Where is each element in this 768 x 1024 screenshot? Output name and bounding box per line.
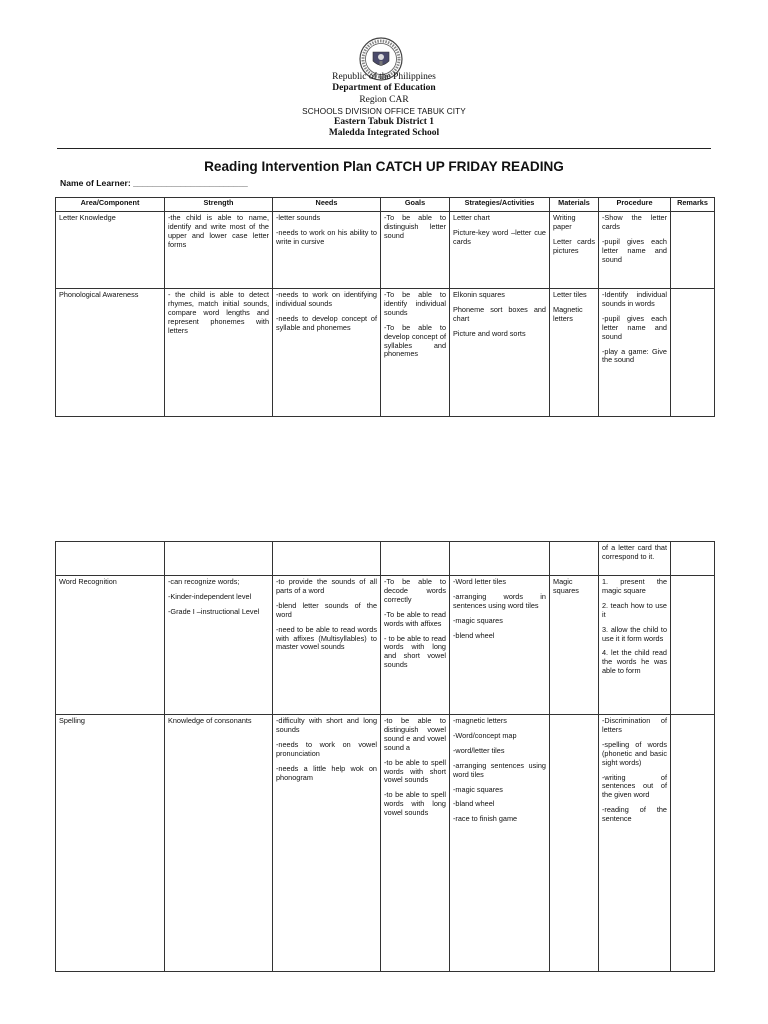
strategies-entry: -magnetic letters — [453, 716, 507, 725]
area-text: Spelling — [59, 716, 85, 725]
cell-strategies — [450, 542, 550, 576]
page-title: Reading Intervention Plan CATCH UP FRIDAY READING — [204, 159, 564, 174]
needs-entry: -needs to develop concept of syllable and phonemes — [276, 313, 377, 332]
cell-procedure — [599, 715, 671, 972]
table-row — [56, 212, 715, 289]
goals-entry: -To be able to distinguish letter sound — [384, 213, 446, 240]
col-header-strength: Strength — [165, 198, 273, 212]
materials-entry: Magic squares — [553, 577, 579, 595]
procedure-entry: -play a game: Give the sound — [602, 346, 667, 365]
needs-entry: -needs to work on identifying individual sounds — [276, 290, 377, 308]
cell-strategies — [450, 576, 550, 715]
procedure-entry: 3. allow the child to use it it form words — [602, 624, 667, 643]
procedure-entry: -writing of sentences out of the given word — [602, 772, 667, 800]
cell-needs — [273, 715, 381, 972]
procedure-entry: 4. let the child read the words he was able to form — [602, 648, 667, 676]
col-header-materials: Materials — [550, 198, 599, 212]
needs-entry: -need to be able to read words with affixes (Multisyllables) to master vowel sounds — [276, 624, 377, 652]
intervention-table-page-1 — [55, 197, 715, 417]
strategies-entry: -arranging words in sentences using word tiles — [453, 591, 546, 610]
materials-entry: Letter tiles — [553, 290, 587, 299]
table-row — [56, 715, 715, 972]
cell-procedure — [599, 289, 671, 417]
col-header-strategies: Strategies/Activities — [450, 198, 550, 212]
cell-strength — [165, 576, 273, 715]
cell-strength — [165, 715, 273, 972]
cell-strength — [165, 212, 273, 289]
procedure-entry: -reading of the sentence — [602, 805, 667, 824]
cell-strategies — [450, 212, 550, 289]
goals-entry: -To be able to decode words correctly — [384, 577, 446, 604]
table-row — [56, 542, 715, 576]
procedure-entry: -Identify individual sounds in words — [602, 290, 667, 308]
header-divider — [57, 148, 711, 149]
strategies-entry: -Word/concept map — [453, 730, 517, 740]
strategies-entry: Elkonin squares — [453, 290, 505, 299]
procedure-entry: 2. teach how to use it — [602, 600, 667, 619]
cell-strategies — [450, 715, 550, 972]
needs-entry: -blend letter sounds of the word — [276, 600, 377, 619]
cell-needs — [273, 542, 381, 576]
materials-entry: Letter cards pictures — [553, 236, 595, 255]
needs-entry: -needs to work on vowel pronunciation — [276, 739, 377, 758]
strength-entry: -can recognize words; — [168, 577, 240, 586]
cell-goals — [381, 212, 450, 289]
cell-area — [56, 289, 165, 417]
procedure-entry: -Show the letter cards — [602, 213, 667, 231]
cell-area — [56, 576, 165, 715]
needs-entry: -to provide the sounds of all parts of a word — [276, 577, 377, 595]
procedure-entry: 1. present the magic square — [602, 577, 667, 595]
procedure-entry: -spelling of words (phonetic and basic sight words) — [602, 739, 667, 767]
strategies-entry: -blend wheel — [453, 630, 495, 640]
header-department: Department of Education — [332, 83, 436, 94]
goals-entry: -To be able to develop concept of syllables and phonemes — [384, 322, 446, 359]
header-district: Eastern Tabuk District 1 — [333, 117, 435, 128]
cell-goals — [381, 576, 450, 715]
cell-area — [56, 542, 165, 576]
col-header-remarks: Remarks — [671, 198, 715, 212]
cell-materials — [550, 715, 599, 972]
header-school: Maledda Integrated School — [328, 128, 440, 139]
cell-strategies — [450, 289, 550, 417]
strength-entry: - the child is able to detect rhymes, match initial sounds, compare word lengths and represent phonemes with letters — [168, 290, 269, 335]
strategies-entry: -Word letter tiles — [453, 577, 506, 586]
col-header-goals: Goals — [381, 198, 450, 212]
goals-entry: -To be able to identify individual sounds — [384, 290, 446, 317]
cell-materials — [550, 542, 599, 576]
cell-remarks — [671, 715, 715, 972]
col-header-area: Area/Component — [56, 198, 165, 212]
cell-remarks — [671, 212, 715, 289]
strategies-entry: Picture-key word –letter cue cards — [453, 227, 546, 246]
area-text: Phonological Awareness — [59, 290, 139, 299]
strategies-entry: -bland wheel — [453, 799, 495, 809]
cell-strength — [165, 542, 273, 576]
cell-remarks — [671, 542, 715, 576]
cell-goals — [381, 289, 450, 417]
cell-remarks — [671, 289, 715, 417]
cell-materials — [550, 289, 599, 417]
cell-procedure — [599, 212, 671, 289]
table-row — [56, 289, 715, 417]
cell-materials — [550, 576, 599, 715]
col-header-procedure: Procedure — [599, 198, 671, 212]
strategies-entry: Phoneme sort boxes and chart — [453, 304, 546, 323]
cell-materials — [550, 212, 599, 289]
strength-entry: -Grade I –instructional Level — [168, 606, 260, 616]
procedure-entry: of a letter card that correspond to it. — [602, 543, 667, 561]
procedure-entry: -pupil gives each letter name and sound — [602, 236, 667, 264]
strategies-entry: Letter chart — [453, 213, 490, 222]
header-division: SCHOOLS DIVISION OFFICE TABUK CITY — [302, 106, 466, 116]
area-text: Word Recognition — [59, 577, 117, 586]
header-republic: Republic of the Philippines — [332, 72, 436, 82]
cell-procedure — [599, 542, 671, 576]
cell-needs — [273, 212, 381, 289]
goals-entry: -to be able to distinguish vowel sound e and vowel sound a — [384, 716, 446, 752]
strength-entry: -Kinder-independent level — [168, 591, 252, 601]
procedure-entry: -Discrimination of letters — [602, 716, 667, 734]
strategies-entry: Picture and word sorts — [453, 328, 526, 338]
strategies-entry: -arranging sentences using word tiles — [453, 760, 546, 779]
table-row — [56, 576, 715, 715]
procedure-entry: -pupil gives each letter name and sound — [602, 313, 667, 341]
strategies-entry: -magic squares — [453, 784, 503, 794]
table-header-row — [56, 198, 715, 212]
cell-area — [56, 715, 165, 972]
strategies-entry: -word/letter tiles — [453, 745, 505, 755]
col-header-needs: Needs — [273, 198, 381, 212]
needs-entry: -letter sounds — [276, 213, 321, 222]
materials-entry: Writing paper — [553, 213, 576, 231]
cell-procedure — [599, 576, 671, 715]
header-region: Region CAR — [359, 94, 409, 105]
materials-entry: Magnetic letters — [553, 304, 583, 323]
intervention-table-page-2 — [55, 541, 715, 972]
cell-remarks — [671, 576, 715, 715]
cell-strength — [165, 289, 273, 417]
strategies-entry: -magic squares — [453, 615, 503, 625]
learner-name-label: Name of Learner: ________________________ — [60, 178, 248, 188]
goals-entry: - to be able to read words with long and short vowel sounds — [384, 633, 446, 670]
needs-entry: -needs a little help wok on phonogram — [276, 763, 377, 782]
needs-entry: -needs to work on his ability to write in cursive — [276, 227, 377, 246]
goals-entry: -To be able to read words with affixes — [384, 609, 446, 628]
needs-entry: -difficulty with short and long sounds — [276, 716, 377, 734]
cell-needs — [273, 289, 381, 417]
strength-entry: -the child is able to name, identify and write most of the upper and lower case letter forms — [168, 213, 269, 249]
goals-entry: -to be able to spell words with long vowel sounds — [384, 790, 446, 818]
goals-entry: -to be able to spell words with short vowel sounds — [384, 757, 446, 785]
cell-area — [56, 212, 165, 289]
cell-needs — [273, 576, 381, 715]
cell-goals — [381, 715, 450, 972]
strength-entry: Knowledge of consonants — [168, 716, 252, 725]
strategies-entry: -race to finish game — [453, 814, 518, 824]
area-text: Letter Knowledge — [59, 213, 116, 222]
cell-goals — [381, 542, 450, 576]
